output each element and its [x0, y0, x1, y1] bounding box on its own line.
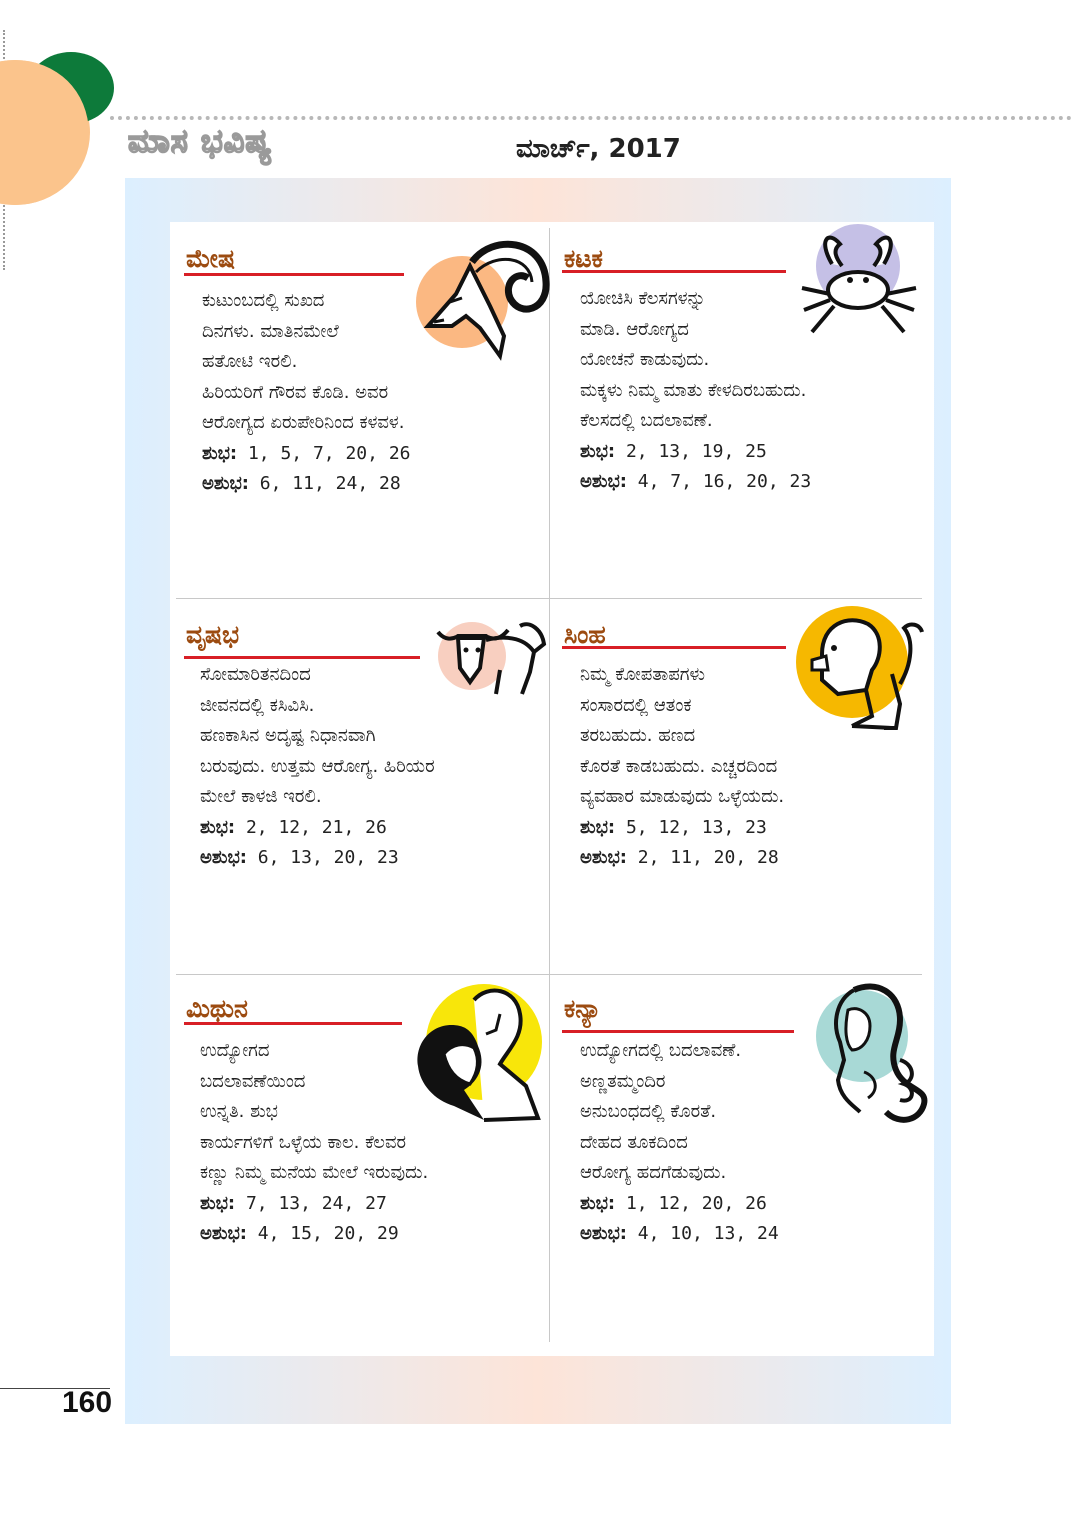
- body-line: ಕೊರತೆ ಕಾಡಬಹುದು. ಎಚ್ಚರದಿಂದ: [580, 755, 778, 777]
- unlucky-values: 6, 13, 20, 23: [257, 847, 399, 868]
- unlucky-values: 4, 7, 16, 20, 23: [637, 471, 812, 492]
- body-line: ವ್ಯವಹಾರ ಮಾಡುವುದು ಒಳ್ಳೆಯದು.: [580, 786, 785, 807]
- lucky-label: ಶುಭ:: [580, 440, 616, 462]
- unlucky-dates: [202, 469, 411, 500]
- lucky-dates: [580, 813, 784, 844]
- row-divider-1: [176, 598, 922, 599]
- unlucky-dates: [200, 1219, 428, 1250]
- lucky-values: 5, 12, 13, 23: [625, 816, 767, 838]
- body-line: ದಿನಗಳು. ಮಾತಿನಮೇಲೆ: [202, 320, 339, 342]
- column-divider: [549, 228, 550, 1342]
- sign-title-rule: [184, 656, 420, 659]
- body-line: ಸಂಸಾರದಲ್ಲಿ ಆತಂಕ: [580, 694, 692, 716]
- body-line: ಹಣಕಾಸಿನ ಅದೃಷ್ಟ ನಿಧಾನವಾಗಿ: [200, 725, 376, 746]
- lion-icon: [792, 604, 928, 736]
- lucky-label: ಶುಭ:: [200, 1192, 236, 1214]
- row-divider-2: [176, 974, 922, 975]
- body-line: ನಿಮ್ಮ ಕೋಪತಾಪಗಳು: [580, 664, 705, 685]
- body-line: ಉದ್ಯೋಗದಲ್ಲಿ ಬದಲಾವಣೆ.: [580, 1040, 742, 1061]
- unlucky-label: ಅಶುಭ:: [580, 471, 627, 492]
- body-line: ಉನ್ನತಿ. ಶುಭ: [200, 1101, 278, 1122]
- sign-body: [200, 1036, 428, 1250]
- body-line: ಮೇಲೆ ಕಾಳಜಿ ಇರಲಿ.: [200, 786, 322, 807]
- body-line: ಅನುಬಂಧದಲ್ಲಿ ಕೊರತೆ.: [580, 1101, 717, 1122]
- sign-title-rule: [184, 273, 404, 276]
- lucky-values: 1, 12, 20, 26: [625, 1192, 767, 1214]
- sign-body: [580, 284, 811, 498]
- body-line: ಅಣ್ಣತಮ್ಮಂದಿರ: [580, 1070, 666, 1092]
- sign-title-rule: [184, 1022, 402, 1025]
- lucky-label: ಶುಭ:: [202, 442, 238, 464]
- sign-body: [580, 1036, 779, 1250]
- body-line: ಉದ್ಯೋಗದ: [200, 1040, 270, 1061]
- unlucky-values: 4, 10, 13, 24: [637, 1223, 779, 1244]
- body-line: ಹತೋಟಿ ಇರಲಿ.: [202, 351, 298, 372]
- month-year: ಮಾರ್ಚ್, 2017: [516, 134, 681, 164]
- ram-icon: [412, 232, 552, 367]
- sign-title-rule: [562, 646, 786, 649]
- header-dotted-rule: [110, 116, 1072, 120]
- sign-title: ಕನ್ಯಾ: [564, 994, 602, 1023]
- section-title: ಮಾಸ ಭವಿಷ್ಯ: [128, 122, 273, 160]
- unlucky-dates: [580, 1219, 779, 1250]
- unlucky-values: 2, 11, 20, 28: [637, 847, 779, 868]
- body-line: ಕೆಲಸದಲ್ಲಿ ಬದಲಾವಣೆ.: [580, 410, 713, 431]
- body-line: ಹಿರಿಯರಿಗೆ ಗೌರವ ಕೊಡಿ. ಅವರ: [202, 381, 389, 403]
- body-line: ಆರೋಗ್ಯ ಹದಗೆಡುವುದು.: [580, 1162, 727, 1183]
- unlucky-values: 6, 11, 24, 28: [259, 473, 401, 494]
- body-line: ಮಕ್ಕಳು ನಿಮ್ಮ ಮಾತು ಕೇಳದಿರಬಹುದು.: [580, 379, 807, 401]
- maiden-icon: [804, 980, 932, 1130]
- lucky-values: 7, 13, 24, 27: [245, 1192, 387, 1214]
- body-line: ಕುಟುಂಬದಲ್ಲಿ ಸುಖದ: [202, 290, 325, 311]
- unlucky-values: 4, 15, 20, 29: [257, 1223, 399, 1244]
- sign-title: ಮಿಥುನ: [186, 994, 248, 1023]
- lucky-dates: [200, 1189, 428, 1220]
- lucky-label: ಶುಭ:: [580, 816, 616, 838]
- unlucky-label: ಅಶುಭ:: [580, 1223, 627, 1244]
- unlucky-label: ಅಶುಭ:: [202, 473, 249, 494]
- page-number: 160: [62, 1386, 113, 1419]
- body-line: ಯೋಚಿಸಿ ಕೆಲಸಗಳನ್ನು: [580, 288, 706, 309]
- lucky-values: 2, 12, 21, 26: [245, 816, 387, 838]
- sign-body: [580, 660, 784, 874]
- lucky-dates: [200, 813, 435, 844]
- lucky-values: 2, 13, 19, 25: [625, 440, 767, 462]
- body-line: ಬರುವುದು. ಉತ್ತಮ ಆರೋಗ್ಯ. ಹಿರಿಯರ: [200, 755, 435, 777]
- lucky-dates: [580, 437, 811, 468]
- lucky-dates: [202, 439, 411, 470]
- sign-title-rule: [562, 270, 786, 273]
- lucky-values: 1, 5, 7, 20, 26: [247, 442, 411, 464]
- sign-title-rule: [562, 1030, 794, 1033]
- body-line: ಬದಲಾವಣೆಯಿಂದ: [200, 1070, 306, 1092]
- lucky-label: ಶುಭ:: [580, 1192, 616, 1214]
- body-line: ಕಣ್ಣು ನಿಮ್ಮ ಮನೆಯ ಮೇಲೆ ಇರುವುದು.: [200, 1162, 429, 1183]
- sign-body: [202, 286, 411, 500]
- lucky-label: ಶುಭ:: [200, 816, 236, 838]
- body-line: ದೇಹದ ತೂಕದಿಂದ: [580, 1131, 688, 1153]
- sign-title: ಕಟಕ: [564, 244, 603, 273]
- body-line: ಯೋಚನೆ ಕಾಡುವುದು.: [580, 349, 710, 370]
- body-line: ಮಾಡಿ. ಆರೋಗ್ಯದ: [580, 318, 689, 340]
- unlucky-dates: [200, 843, 435, 874]
- lucky-dates: [580, 1189, 779, 1220]
- sign-title: ಮೇಷ: [186, 244, 235, 273]
- unlucky-label: ಅಶುಭ:: [200, 847, 247, 868]
- unlucky-dates: [580, 843, 784, 874]
- unlucky-label: ಅಶುಭ:: [200, 1223, 247, 1244]
- unlucky-label: ಅಶುಭ:: [580, 847, 627, 868]
- unlucky-dates: [580, 467, 811, 498]
- bull-icon: [430, 610, 548, 698]
- sign-title: ಸಿಂಹ: [564, 620, 606, 649]
- sign-body: [200, 660, 435, 874]
- crab-icon: [792, 224, 927, 344]
- body-line: ಆರೋಗ್ಯದ ಏರುಪೇರಿನಿಂದ ಕಳವಳ.: [202, 412, 405, 433]
- sign-title: ವೃಷಭ: [186, 620, 240, 649]
- body-line: ಕಾರ್ಯಗಳಿಗೆ ಒಳ್ಳೆಯ ಕಾಲ. ಕೆಲವರ: [200, 1131, 407, 1153]
- body-line: ಜೀವನದಲ್ಲಿ ಕಸಿವಿಸಿ.: [200, 694, 315, 716]
- body-line: ತರಬಹುದು. ಹಣದ: [580, 725, 696, 746]
- body-line: ಸೋಮಾರಿತನದಿಂದ: [200, 664, 311, 685]
